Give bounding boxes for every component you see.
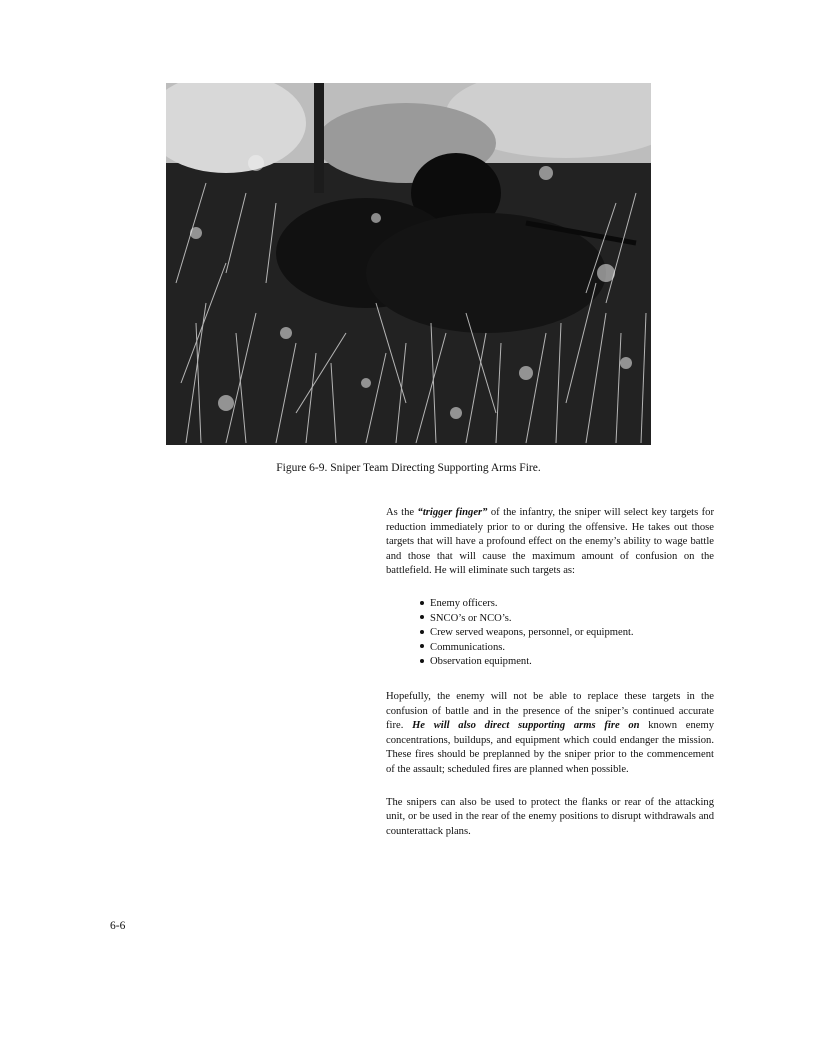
bullet-icon bbox=[420, 630, 424, 634]
trigger-finger-emphasis: “trigger finger” bbox=[417, 507, 488, 518]
paragraph-trigger-finger bbox=[386, 506, 714, 579]
page-number: 6-6 bbox=[110, 920, 126, 932]
bullet-icon bbox=[420, 659, 424, 663]
bullet-icon bbox=[420, 615, 424, 619]
list-item: SNCO’s or NCO’s. bbox=[420, 612, 714, 627]
body-text bbox=[386, 506, 714, 857]
para1-pre: As the bbox=[386, 507, 418, 518]
paragraph-replace-targets bbox=[386, 690, 714, 778]
bullet-icon bbox=[420, 644, 424, 648]
list-item: Enemy officers. bbox=[420, 597, 714, 612]
figure-caption: Figure 6-9. Sniper Team Directing Supporting Arms Fire. bbox=[276, 462, 541, 474]
sniper-photo-image bbox=[166, 83, 651, 445]
list-item: Crew served weapons, personnel, or equipment. bbox=[420, 626, 714, 641]
paragraph-protect-flanks: The snipers can also be used to protect the flanks or rear of the attacking unit, or be used in the rear of the enemy positions to disrupt withdrawals and counterattack plans. bbox=[386, 796, 714, 837]
supporting-arms-emphasis: He will also direct supporting arms fire on bbox=[412, 720, 640, 732]
para2-pre: Hopefully, the enemy will not be able to replace these targets in the confusion of battle and in the presence of the sniper’s continued accurate fire. bbox=[386, 690, 714, 732]
list-item: Communications. bbox=[420, 641, 714, 656]
bullet-icon bbox=[420, 601, 424, 605]
list-item: Observation equipment. bbox=[420, 655, 714, 670]
para2-post: known enemy concentrations, buildups, and equipment which could endanger the mission. These fires should be preplanned by the sniper prior to the commencement of the assault; scheduled fires are planned when possible. bbox=[386, 720, 715, 775]
para1-post: of the infantry, the sniper will select key targets for reduction immediately prior to or during the offensive. He takes out those targets that will have a profound effect on the enemy’s ability to wage battle and those that will cause the maximum amount of confusion on the battlefield. He will eliminate such targets as: bbox=[386, 507, 714, 577]
figure-photo bbox=[166, 83, 651, 445]
target-list bbox=[386, 597, 714, 670]
